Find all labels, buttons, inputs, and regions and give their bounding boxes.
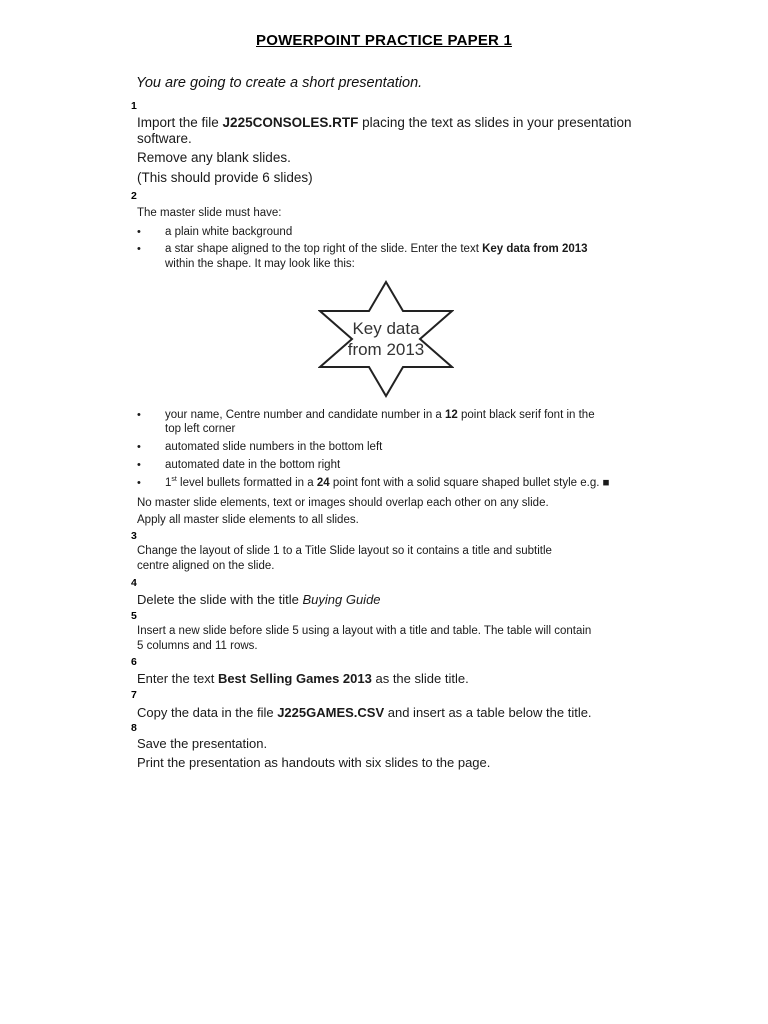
task-2-heading: The master slide must have:	[137, 207, 282, 219]
bullet-level-text-end: point font with a solid square shaped bullet style e.g. ■	[329, 477, 610, 489]
task-2-number: 2	[131, 190, 137, 202]
bullet-marker: •	[137, 226, 141, 238]
bullet-name-text: your name, Centre number and candidate number in a	[165, 409, 445, 421]
page-title: POWERPOINT PRACTICE PAPER 1	[256, 32, 512, 49]
bullet-level-sup: st	[171, 476, 177, 484]
task-7-bold: J225GAMES.CSV	[277, 705, 385, 720]
bullet-level-num: 1	[165, 477, 172, 489]
task-8-line-1: Save the presentation.	[137, 736, 268, 751]
bullet-name-text-end: point black serif font in the	[457, 409, 595, 421]
task-6-number: 6	[131, 656, 137, 668]
task-4-text: Delete the slide with the title	[137, 592, 303, 607]
task-6-line	[137, 671, 469, 686]
bullet-marker: •	[137, 459, 141, 471]
task-1-line-4: (This should provide 6 slides)	[137, 170, 313, 185]
task-3-line-1: Change the layout of slide 1 to a Title Slide layout so it contains a title and subtitle	[137, 545, 552, 557]
task-6-bold: Best Selling Games 2013	[217, 671, 372, 686]
star-shape	[318, 280, 454, 398]
task-1-line-1	[137, 115, 632, 130]
task-3-line-2: centre aligned on the slide.	[137, 560, 275, 572]
task-1-text: Import the file	[137, 115, 223, 130]
star-text-line-1: Key data	[352, 319, 420, 338]
task-2-after-2: Apply all master slide elements to all slides.	[137, 514, 359, 526]
task-3-number: 3	[131, 530, 137, 542]
task-7-text-end: and insert as a table below the title.	[384, 705, 592, 720]
bullet-star-bold: Key data from 2013	[482, 243, 588, 255]
bullet-slide-numbers: automated slide numbers in the bottom left	[165, 441, 383, 453]
task-7-number: 7	[131, 689, 137, 701]
task-1-line-3: Remove any blank slides.	[137, 150, 291, 165]
task-7-text: Copy the data in the file	[137, 705, 278, 720]
task-1-number: 1	[131, 100, 137, 112]
bullet-level-format	[165, 477, 610, 489]
task-6-text-end: as the slide title.	[371, 671, 469, 686]
bullet-marker: •	[137, 243, 141, 255]
bullet-name-cont: top left corner	[165, 423, 236, 435]
bullet-marker: •	[137, 477, 141, 489]
task-1-text-end: placing the text as slides in your presentation	[358, 115, 632, 130]
task-8-line-2: Print the presentation as handouts with six slides to the page.	[137, 755, 491, 770]
bullet-marker: •	[137, 441, 141, 453]
task-6-text: Enter the text	[137, 671, 218, 686]
task-5-number: 5	[131, 610, 137, 622]
bullet-name	[165, 409, 595, 421]
task-4-italic: Buying Guide	[302, 592, 381, 607]
task-8-number: 8	[131, 722, 137, 734]
bullet-level-bold: 24	[316, 477, 330, 489]
bullet-star-cont: within the shape. It may look like this:	[165, 258, 355, 270]
bullet-star-text: a star shape aligned to the top right of the slide. Enter the text	[165, 243, 483, 255]
bullet-name-bold: 12	[445, 409, 458, 421]
task-1-filename: J225CONSOLES.RTF	[222, 115, 359, 130]
bullet-level-text: level bullets formatted in a	[176, 477, 317, 489]
task-5-line-2: 5 columns and 11 rows.	[137, 640, 258, 652]
bullet-date: automated date in the bottom right	[165, 459, 341, 471]
task-4-number: 4	[131, 577, 137, 589]
bullet-background: a plain white background	[165, 226, 293, 238]
star-text-line-2: from 2013	[347, 340, 425, 359]
task-7-line	[137, 705, 592, 720]
task-5-line-1: Insert a new slide before slide 5 using a layout with a title and table. The table will contain	[137, 625, 592, 637]
intro-text: You are going to create a short presentation.	[136, 75, 423, 91]
task-1-line-2: software.	[137, 131, 192, 146]
bullet-marker: •	[137, 409, 141, 421]
task-4-line	[137, 592, 381, 607]
bullet-star	[165, 243, 588, 255]
task-2-after-1: No master slide elements, text or images should overlap each other on any slide.	[137, 497, 549, 509]
